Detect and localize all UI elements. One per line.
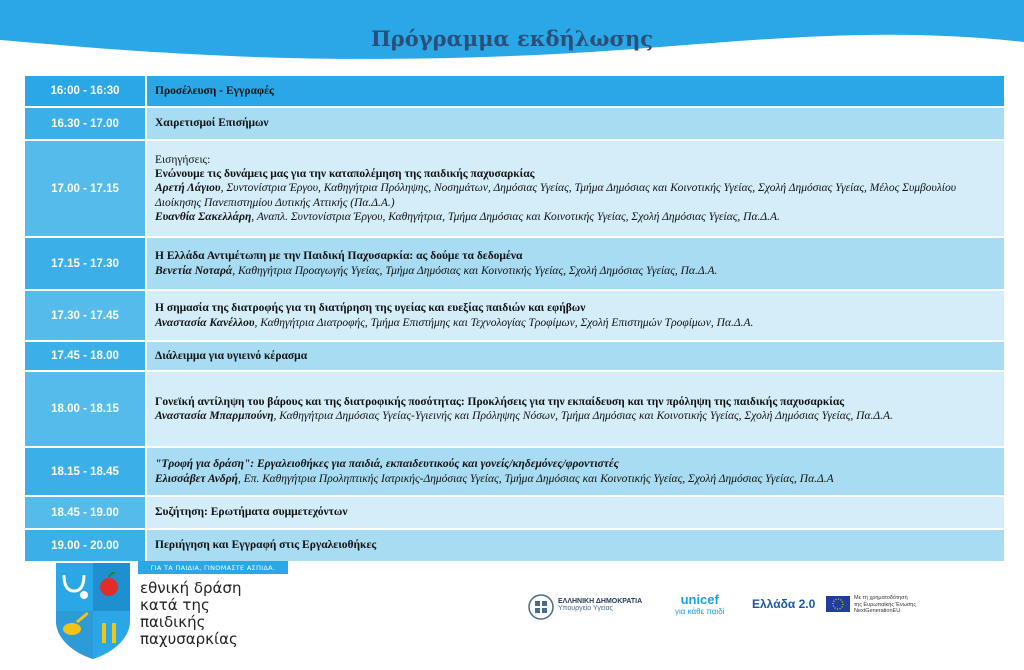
speaker-affiliation: , Καθηγήτρια Δημόσιας Υγείας-Υγιεινής και Πρόληψης Νόσων, Τμήμα Δημόσιας και Κοινοτικής Υγείας, Σχολή Δημόσιας Υγείας, Πα.Δ.Α. <box>273 410 893 422</box>
schedule-row <box>25 497 1004 528</box>
session-details <box>147 141 1004 236</box>
speaker-name: Ευανθία Σακελλάρη <box>155 210 252 223</box>
campaign-tagline: ΓΙΑ ΤΑ ΠΑΙΔΙΑ, ΓΙΝΟΜΑΣΤΕ ΑΣΠΙΔΑ. <box>138 561 288 574</box>
session-details <box>147 448 1004 495</box>
time-slot: 16.30 - 17.00 <box>25 108 145 139</box>
time-slot: 17.45 - 18.00 <box>25 342 145 370</box>
session-line: Διάλειμμα για υγιεινό κέρασμα <box>155 349 308 362</box>
time-slot: 19.00 - 20.00 <box>25 530 145 561</box>
session-line: Γονεϊκή αντίληψη του βάρους και της διατροφικής ποσότητας: Προκλήσεις για την εκπαίδευση και την πρόληψη της παιδικής παχυσαρκίας <box>155 395 845 408</box>
time-slot: 17.00 - 17.15 <box>25 141 145 236</box>
session-details <box>147 372 1004 446</box>
time-slot: 18.45 - 19.00 <box>25 497 145 528</box>
speaker-name: Αναστασία Μπαρμπούνη <box>155 410 274 422</box>
unicef-logo: unicef για κάθε παιδί <box>675 592 725 616</box>
session-line: Η σημασία της διατροφής για τη διατήρηση της υγείας και ευεξίας παιδιών και εφήβων <box>155 302 586 315</box>
schedule-row <box>25 291 1004 340</box>
eu-funding-text: Με τη χρηματοδότηση της Ευρωπαϊκής Ένωσης NextGenerationEU <box>854 595 916 614</box>
session-details <box>147 291 1004 340</box>
campaign-logo <box>52 561 134 661</box>
schedule-row <box>25 141 1004 236</box>
schedule-row <box>25 76 1004 106</box>
session-line: Συζήτηση: Ερωτήματα συμμετεχόντων <box>155 506 348 519</box>
speaker-name: Αναστασία Κανέλλου <box>155 316 255 329</box>
speaker-affiliation: , Καθηγήτρια Διατροφής, Τμήμα Επιστήμης και Τεχνολογίας Τροφίμων, Σχολή Επιστημών Τροφίμων, Πα.Δ.Α. <box>254 316 754 329</box>
time-slot: 18.15 - 18.45 <box>25 448 145 495</box>
speaker-affiliation: , Αναπλ. Συντονίστρια Έργου, Καθηγήτρια, Τμήμα Δημόσιας και Κοινοτικής Υγείας, Σχολή Δημόσιας Υγείας, Πα.Δ.Α. <box>251 210 780 223</box>
session-details <box>147 530 1004 561</box>
session-line <box>155 409 996 423</box>
session-details <box>147 342 1004 370</box>
session-line <box>155 181 996 209</box>
time-slot: 17.30 - 17.45 <box>25 291 145 340</box>
fork-icon <box>102 623 106 643</box>
speaker-affiliation: , Καθηγήτρια Προαγωγής Υγείας, Τμήμα Δημόσιας και Κοινοτικής Υγείας, Σχολή Δημόσιας Υγείας, Πα.Δ.Α. <box>232 264 718 277</box>
schedule-row <box>25 342 1004 370</box>
speaker-name: Αρετή Λάγιου <box>155 182 221 195</box>
session-line: Προσέλευση - Εγγραφές <box>155 84 274 97</box>
speaker-name: Βενετία Νοταρά <box>155 264 233 277</box>
session-line: Εισηγήσεις: <box>155 153 211 166</box>
schedule-row <box>25 372 1004 446</box>
page-title: Πρόγραμμα εκδήλωσης <box>370 26 654 51</box>
session-details <box>147 76 1004 106</box>
session-line <box>155 472 996 486</box>
session-line: Χαιρετισμοί Επισήμων <box>155 117 269 130</box>
schedule-row <box>25 108 1004 139</box>
session-line: Ενώνουμε τις δυνάμεις μας για την καταπολέμηση της παιδικής παχυσαρκίας <box>155 168 535 181</box>
session-line: Περιήγηση και Εγγραφή στις Εργαλειοθήκες <box>155 539 377 552</box>
greece-ministry-logo: ΕΛΛΗΝΙΚΗ ΔΗΜΟΚΡΑΤΙΑ Υπουργείο Υγείας <box>558 598 643 612</box>
session-line <box>155 210 996 224</box>
session-line: "Τροφή για δράση": Εργαλειοθήκες για παιδιά, εκπαιδευτικούς και γονείς/κηδεμόνες/φροντιστές <box>155 458 619 471</box>
session-details <box>147 108 1004 139</box>
spoon-icon <box>63 623 81 635</box>
session-line <box>155 264 996 278</box>
greek-emblem-icon <box>528 594 554 620</box>
session-line: Η Ελλάδα Αντιμέτωπη με την Παιδική Παχυσαρκία: ας δούμε τα δεδομένα <box>155 250 523 263</box>
session-line <box>155 316 996 330</box>
schedule-row <box>25 448 1004 495</box>
apple-icon <box>100 578 118 596</box>
speaker-affiliation: , Συντονίστρια Έργου, Καθηγήτρια Πρόληψης, Νοσημάτων, Δημόσιας Υγείας, Τμήμα Δημόσιας και Κοινοτικής Υγείας, Σχολή Δημόσιας Υγείας, Μέλος Συμβουλίου Διοίκησης Πανεπιστημίου Δυτικής Αττικής (Πα.Δ.Α.) <box>155 182 957 209</box>
time-slot: 18.00 - 18.15 <box>25 372 145 446</box>
schedule-row <box>25 530 1004 561</box>
campaign-brand-text: εθνική δράση κατά της παιδικής παχυσαρκίας <box>140 579 242 648</box>
session-details <box>147 497 1004 528</box>
session-details <box>147 238 1004 289</box>
schedule-table <box>25 76 1004 563</box>
time-slot: 16:00 - 16:30 <box>25 76 145 106</box>
ellada-2-0-logo: Ελλάδα 2.0 <box>752 597 816 611</box>
speaker-affiliation: , Επ. Καθηγήτρια Προληπτικής Ιατρικής-Δημόσιας Υγείας, Τμήμα Δημόσιας και Κοινοτικής Υγείας, Σχολή Δημόσιας Υγείας, Πα.Δ.Α <box>237 472 834 485</box>
time-slot: 17.15 - 17.30 <box>25 238 145 289</box>
speaker-name: Ελισσάβετ Ανδρή <box>155 472 238 485</box>
eu-flag-icon <box>826 596 850 612</box>
schedule-row <box>25 238 1004 289</box>
